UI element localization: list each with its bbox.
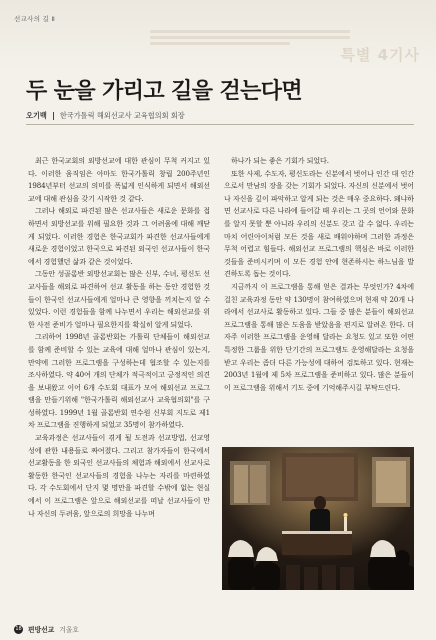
paragraph: 또한 사제, 수도자, 평신도라는 신분에서 벗어나 인간 대 인간으로서 만남의 장을 갖는 기회가 되었다. 자신의 신분에서 벗어나 자신을 깊이 파악하고 알게 되는 것은 매우 중요하다. 왜냐하면 선교사로 다른 나라에 들어갈 때 우리는 그 곳의 언어와 문화를 알지 못할 뿐 아니라 우리의 신분도 갖고 갈 수 없다. 우리는 마치 어린아이처럼 모든 것을 새로 배워야하며 그러한 과정은 무척 어렵고 힘들다. 해외선교 프로그램의 핵심은 바로 이러한 것들을 준비시키며 이 모든 경험 안에 현존하시는 하느님을 발견하도록 돕는 것이다.	[224, 168, 414, 279]
issue-label: 겨울호	[59, 626, 79, 634]
paragraph: 지금까지 이 프로그램을 통해 얻은 결과는 무엇인가? 4차에 걸친 교육과정 동안 약 130명이 참여하였으며 현재 약 20개 나라에서 선교사로 활동하고 있다. 그들 중 많은 분들이 해외선교 프로그램을 통해 많은 도움을 받았음을 편지로 알려온 한다. 더 자주 이러한 프로그램을 운영해 달라는 요청도 있고 또한 어떤 특정한 그룹을 위한 단기간의 프로그램도 운영해달라는 요청을 받고 우리는 좀더 다른 가능성에 대하여 검토하고 있다. 현재는 2003년 1월에 제 5차 프로그램을 준비하고 있다. 많은 분들이 이 프로그램을 위해서 기도 중에 기억해주시길 부탁드린다.	[224, 281, 414, 392]
article-photo	[222, 447, 414, 590]
author-name: 오기백	[26, 111, 47, 120]
header-ghost-title: 특별 4기사	[340, 46, 420, 64]
paragraph: 교육과정은 선교사들이 겪게 될 도전과 선교방법, 선교영성에 관한 내용들로 짜여졌다. 그리고 참가자들이 한국에서 선교활동을 한 외국인 선교사들의 체험과 해외에서 선교사로 활동한 한국인 선교사들의 경험을 나누는 자리를 마련하였다. 각 수도회에서 단지 몇 명만을 파견할 수밖에 없는 현실에서 이 프로그램은 앞으로 해외선교를 떠날 선교사들이 만나 자신의 두려움, 앞으로의 희망을 나누며	[28, 433, 210, 518]
page-footer	[14, 624, 79, 634]
author-role: 한국가톨릭 해외선교사 교육협의회 회장	[59, 111, 185, 120]
byline-divider	[53, 112, 54, 120]
title-rule	[26, 124, 414, 125]
paragraph: 최근 한국교회의 외방선교에 대한 관심이 무척 커지고 있다. 이러한 움직임은 아마도 한국가톨릭 창립 200주년인 1984년부터 선교의 의미를 폭넓게 인식하게 되면서 해외선교에 대해 관심을 갖기 시작한 것 같다.	[28, 156, 210, 203]
magazine-name: 편방선교	[28, 626, 55, 634]
running-head: 선교사의 길 Ⅱ	[14, 15, 56, 23]
article-column-right	[224, 155, 414, 394]
article-column-left	[28, 155, 210, 520]
paragraph: 그러나 해외로 파견된 많은 선교사들은 새로운 문화를 접하면서 외방선교를 위해 필요한 것과 그 어려움에 대해 깨닫게 되었다. 이러한 경험은 한국교회가 파견한 선교사들에게 새로운 경험이었고 한국으로 파견된 외국인 선교사들이 한국에서 경험했던 삶과 같은 것이었다.	[28, 206, 210, 266]
article-title: 두 눈을 가리고 길을 걷는다면	[26, 79, 303, 104]
byline	[26, 111, 185, 121]
header-decoration	[150, 30, 350, 48]
paragraph: 그동안 성골롬반 외방선교회는 많은 신부, 수녀, 평신도 선교사들을 해외로 파견하여 선교 활동을 하는 동안 경험한 것들이 한국인 선교사들에게 얼마나 큰 영향을 끼치는지 알 수 있었다. 이런 경험들을 함께 나누면서 우리는 해외선교를 위한 사전 준비가 얼마나 필요한지를 확실히 알게 되었다.	[28, 269, 210, 329]
paragraph: 하나가 되는 좋은 기회가 되었다.	[231, 156, 329, 165]
paragraph: 그리하여 1998년 골롬반회는 가톨릭 단체들이 해외선교를 함께 준비할 수 있는 교육에 대해 얼마나 관심이 있는지, 만약에 그러한 프로그램을 구성하는데 협조할 수 있는지를 조사하였다. 약 40여 개의 단체가 적극적이고 긍정적인 의견을 보내왔고 이어 6개 수도회 대표가 모여 해외선교 프로그램을 만들기위해 "한국가톨릭 해외선교사 교육협의회"를 구성하였다. 1999년 1월 골롬반회 연수원 신부회 지도로 제1차 프로그램을 진행하게 되었고 35명이 참가하였다.	[28, 332, 210, 430]
page-number-icon: 18	[15, 626, 22, 632]
